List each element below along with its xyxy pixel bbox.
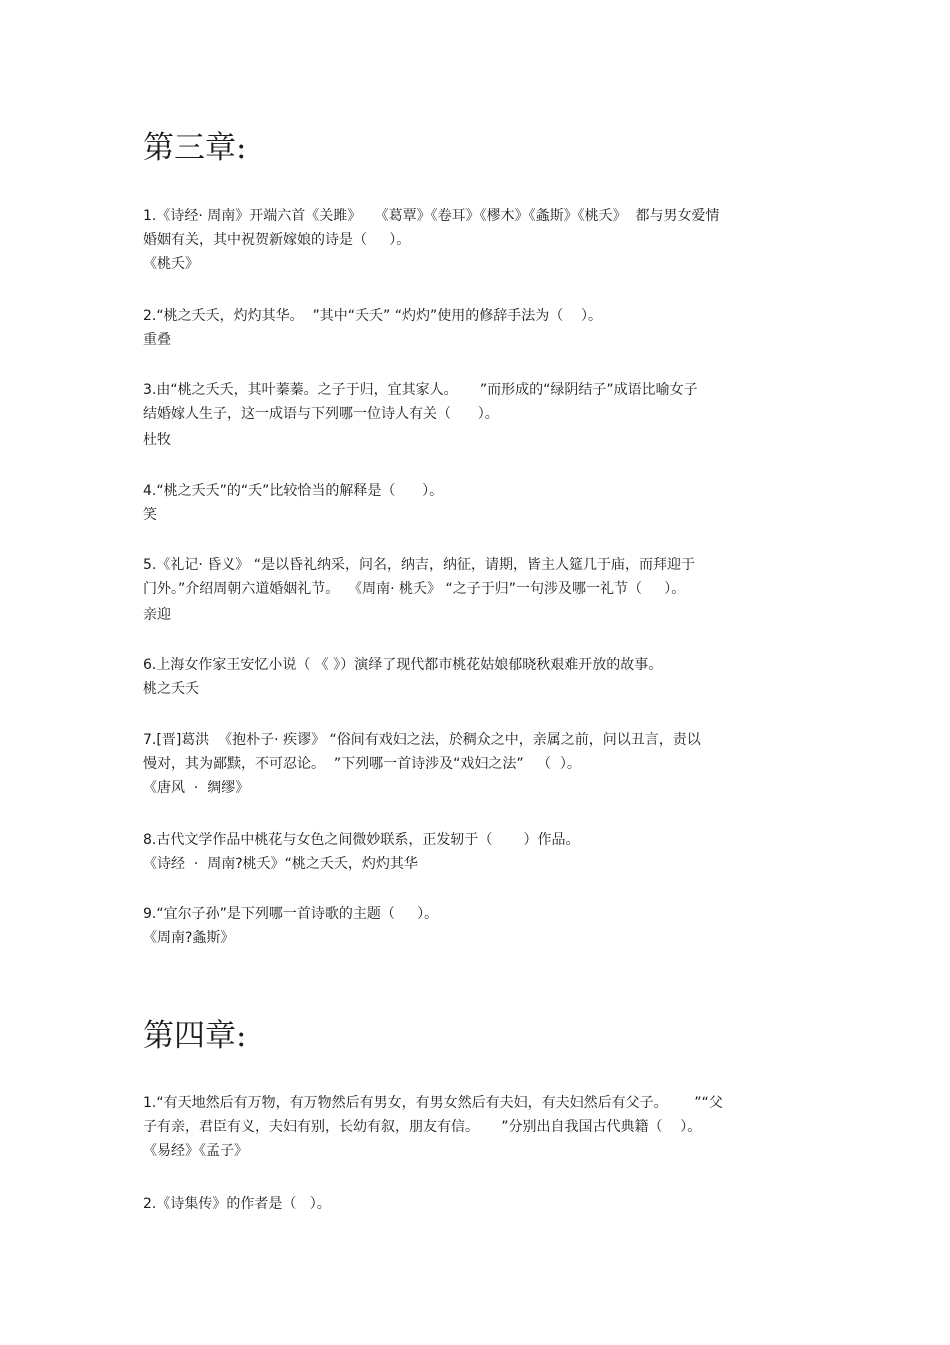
question-3-5 (143, 553, 823, 627)
question-3-9 (143, 902, 823, 950)
question-3-2 (143, 304, 823, 352)
question-text: 3.由“桃之夭夭，其叶蓁蓁。之子于归，宜其家人。 ”而形成的“绿阴结子”成语比喻女子 (143, 382, 698, 398)
answer-text: 《周南?螽斯》 (143, 930, 235, 946)
answer-text: 《唐风 · 绸缪》 (143, 780, 250, 796)
question-text: 门外。”介绍周朝六道婚姻礼节。 《周南· 桃夭》 “之子于归”一句涉及哪一礼节（ ）。 (143, 581, 686, 597)
answer-text: 《诗经 · 周南?桃夭》“桃之夭夭，灼灼其华 (143, 856, 418, 872)
question-text: 结婚嫁人生子，这一成语与下列哪一位诗人有关（ ）。 (143, 406, 499, 422)
question-3-3 (143, 378, 823, 452)
question-text: 8.古代文学作品中桃花与女色之间微妙联系，正发轫于（ ）作品。 (143, 832, 580, 848)
answer-text: 重叠 (143, 332, 171, 348)
question-text: 7.[晋]葛洪 《抱朴子· 疾谬》 “俗间有戏妇之法，於稠众之中，亲属之前，问以丑言，责以 (143, 732, 701, 748)
answer-text: 《桃夭》 (143, 256, 199, 272)
question-text: 子有亲，君臣有义，夫妇有别，长幼有叙，朋友有信。 ”分别出自我国古代典籍（ ）。 (143, 1119, 702, 1135)
chapter-4-title: 第四章: (143, 1018, 247, 1054)
question-3-8 (143, 828, 823, 876)
answer-text: 亲迎 (143, 607, 171, 623)
question-3-6 (143, 653, 823, 701)
answer-text: 桃之夭夭 (143, 681, 199, 697)
question-text: 2.“桃之夭夭，灼灼其华。 ”其中“夭夭” “灼灼”使用的修辞手法为（ ）。 (143, 308, 603, 324)
question-4-1 (143, 1091, 823, 1163)
question-text: 2.《诗集传》的作者是（ ）。 (143, 1196, 331, 1212)
answer-text: 笑 (143, 507, 157, 523)
question-3-4 (143, 479, 823, 527)
question-text: 慢对，其为鄙黩，不可忍论。 ”下列哪一首诗涉及“戏妇之法” （ ）。 (143, 756, 581, 772)
answer-text: 杜牧 (143, 432, 171, 448)
question-text: 6.上海女作家王安忆小说（ 《 》）演绎了现代都市桃花姑娘郁晓秋艰难开放的故事。 (143, 657, 663, 673)
question-4-2 (143, 1192, 823, 1216)
question-text: 9.“宜尔子孙”是下列哪一首诗歌的主题（ ）。 (143, 906, 439, 922)
question-text: 5.《礼记· 昏义》 “是以昏礼纳采，问名，纳吉，纳征，请期，皆主人筵几于庙，而拜迎于 (143, 557, 695, 573)
answer-text: 《易经》《孟子》 (143, 1143, 248, 1159)
question-text: 1.“有天地然后有万物，有万物然后有男女，有男女然后有夫妇，有夫妇然后有父子。 ”“父 (143, 1095, 723, 1111)
question-text: 婚姻有关，其中祝贺新嫁娘的诗是（ ）。 (143, 232, 411, 248)
chapter-3-title: 第三章: (143, 130, 247, 166)
question-3-7 (143, 728, 823, 800)
question-text: 1.《诗经· 周南》开端六首《关雎》 《葛覃》《卷耳》《樛木》《螽斯》《桃夭》 都与男女爱情 (143, 208, 720, 224)
question-3-1 (143, 204, 823, 276)
question-text: 4.“桃之夭夭”的“夭”比较恰当的解释是（ ）。 (143, 483, 444, 499)
